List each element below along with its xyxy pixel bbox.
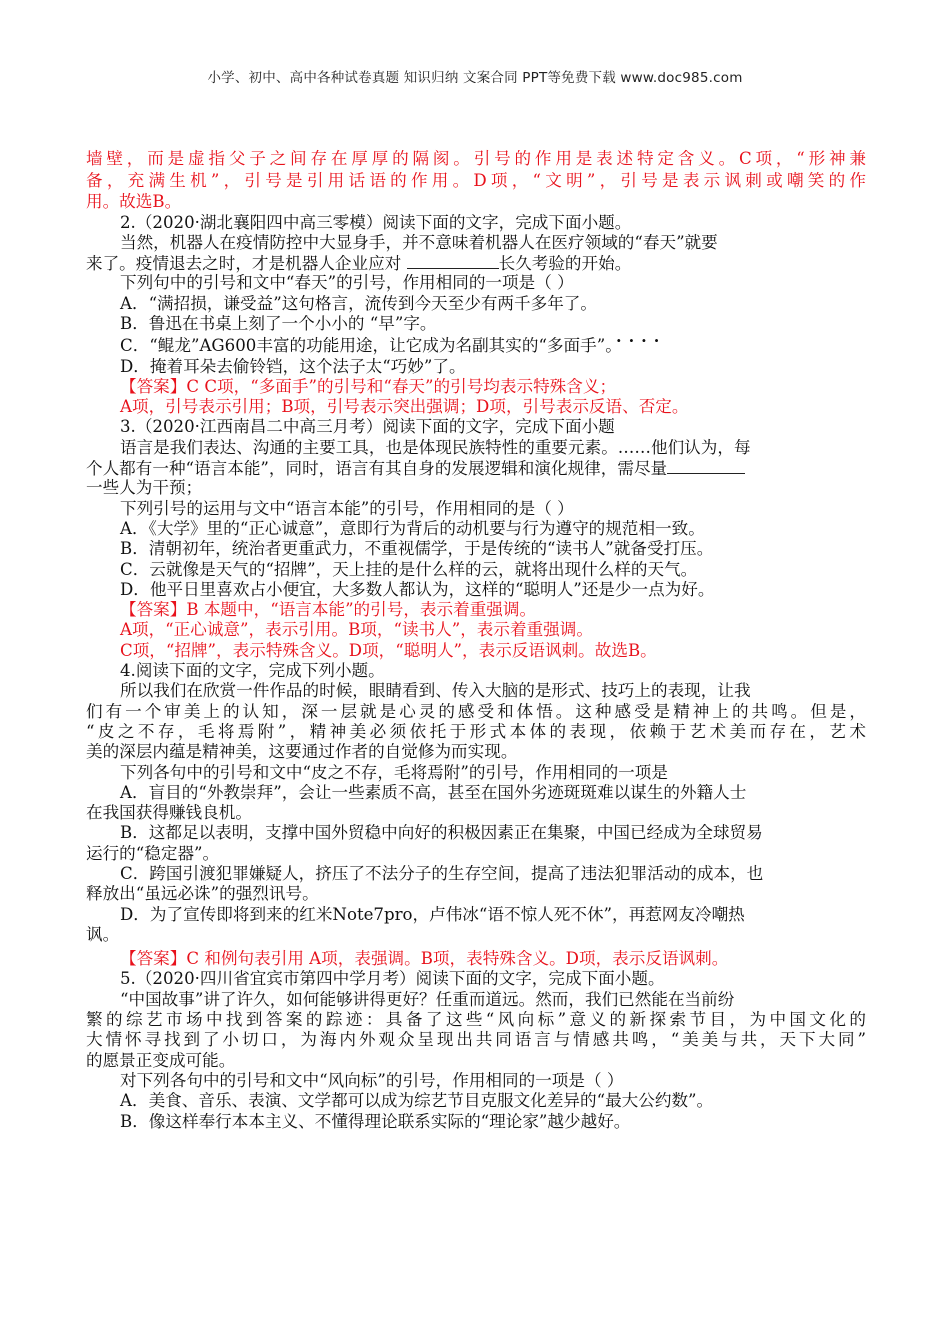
- question-stem: 下列句中的引号和文中“春天”的引号，作用相同的一项是（ ）: [120, 273, 574, 293]
- blank-underline: [407, 253, 499, 269]
- passage-line: “中国故事”讲了许久，如何能够讲得更好？任重而道远。然而，我们已然能在当前纷: [120, 989, 735, 1009]
- option-a: A．盲目的“外教崇拜”，会让一些素质不高，甚至在国外劣迹斑斑难以谋生的外籍人士: [120, 782, 747, 802]
- passage-text: 来了。疫情退去之时，才是机器人企业应对: [86, 254, 407, 274]
- prev-answer-line: 备，充满生机”，引号是引用话语的作用。D项，“文明”，引号是表示讽刺或嘲笑的作: [86, 170, 866, 190]
- question-stem: 对下列各句中的引号和文中“风向标”的引号，作用相同的一项是（ ）: [120, 1070, 624, 1090]
- question-title: 2.（2020·湖北襄阳四中高三零模）阅读下面的文字，完成下面小题。: [120, 212, 632, 232]
- option-a: A．《大学》里的“正心诚意”，意即行为背后的动机要与行为遵守的规范相一致。: [120, 518, 705, 538]
- passage-line: 语言是我们表达、沟通的主要工具，也是体现民族特性的重要元素。……他们认为，每: [120, 437, 751, 457]
- question-2: [86, 213, 866, 418]
- prev-answer: [86, 148, 866, 213]
- question-title: 3.（2020·江西南昌二中高三月考）阅读下面的文字，完成下面小题: [120, 417, 615, 437]
- passage-line: [86, 458, 866, 478]
- question-4: [86, 661, 866, 969]
- answer-line: 【答案】C C项，“多面手”的引号和“春天”的引号均表示特殊含义；: [120, 376, 617, 396]
- option-d-cont: 讽。: [86, 924, 120, 944]
- passage-line: 们有一个审美上的认知，深一层就是心灵的感受和体悟。这种感受是精神上的共鸣。但是，: [86, 701, 866, 721]
- answer-line: A项，“正心诚意”，表示引用。B项，“读书人”，表示着重强调。: [120, 620, 593, 640]
- passage-line: 美的深层内蕴是精神美，这要通过作者的自觉修为而实现。: [86, 742, 518, 762]
- page-header: 小学、初中、高中各种试卷真题 知识归纳 文案合同 PPT等免费下载 www.doc985.com: [207, 70, 743, 86]
- option-b: B．清朝初年，统治者更重武力，不重视儒学，于是传统的“读书人”就备受打压。: [120, 539, 714, 559]
- question-title: 4.阅读下面的文字，完成下列小题。: [120, 661, 385, 681]
- passage-text: 个人都有一种“语言本能”，同时，语言有其自身的发展逻辑和演化规律，需尽量: [86, 459, 668, 479]
- passage-line: 大情怀寻找到了小切口，为海内外观众呈现出共同语言与情感共鸣，“美美与共，天下大同”: [86, 1030, 866, 1050]
- document-body: [86, 148, 866, 1132]
- question-stem: 下列引号的运用与文中“语言本能”的引号，作用相同的是（ ）: [120, 498, 574, 518]
- passage-line: 繁的综艺市场中找到答案的踪迹：具备了这些“风向标”意义的新探索节目，为中国文化的: [86, 1010, 866, 1030]
- passage-line: 的愿景正变成可能。: [86, 1050, 236, 1070]
- option-b: B．这都足以表明，支撑中国外贸稳中向好的积极因素正在集聚，中国已经成为全球贸易: [120, 823, 763, 843]
- blank-underline: [667, 458, 745, 474]
- question-title: 5.（2020·四川省宜宾市第四中学月考）阅读下面的文字，完成下面小题。: [120, 969, 665, 989]
- prev-answer-line: 用。故选B。: [86, 192, 182, 211]
- option-b: B．鲁迅在书桌上刻了一个小小的 “早”字。: [120, 313, 437, 333]
- passage-line: [86, 253, 866, 273]
- passage-line: 所以我们在欣赏一件作品的时候，眼睛看到、传入大脑的是形式、技巧上的表现，让我: [120, 681, 751, 701]
- option-a: A．美食、音乐、表演、文学都可以成为综艺节目克服文化差异的“最大公约数”。: [120, 1091, 714, 1111]
- answer-line: C项，“招牌”，表示特殊含义。D项，“聪明人”，表示反语讽刺。故选B。: [120, 640, 657, 660]
- question-3: [86, 417, 866, 661]
- question-stem: 下列各句中的引号和文中“皮之不存，毛将焉附”的引号，作用相同的一项是: [120, 762, 668, 782]
- option-b: B．像这样奉行本本主义、不懂得理论联系实际的“理论家”越少越好。: [120, 1111, 631, 1131]
- option-c-cont: 释放出“虽远必诛”的强烈讯号。: [86, 884, 319, 904]
- passage-line: “皮之不存，毛将焉附”，精神美必须依托于形式本体的表现，依赖于艺术美而存在，艺术: [86, 721, 866, 741]
- option-a-cont: 在我国获得赚钱良机。: [86, 803, 252, 823]
- passage-text: 长久考验的开始。: [498, 254, 632, 274]
- answer-line: A项，引号表示引用；B项，引号表示突出强调；D项，引号表示反语、否定。: [120, 397, 689, 417]
- answer-line: 【答案】C 和例句表引用 A项，表强调。B项，表特殊含义。D项，表示反语讽刺。: [120, 949, 729, 969]
- option-d: D．为了宣传即将到来的红米Note7pro，卢伟冰“语不惊人死不休”，再惹网友冷嘲热: [120, 904, 745, 924]
- option-d: D．他平日里喜欢占小便宜，大多数人都认为，这样的“聪明人”还是少一点为好。: [120, 579, 715, 599]
- answer-line: 【答案】B 本题中，“语言本能”的引号，表示着重强调。: [120, 600, 537, 620]
- option-c: C．跨国引渡犯罪嫌疑人，挤压了不法分子的生存空间，提高了违法犯罪活动的成本，也: [120, 864, 764, 883]
- option-c: C．“鲲龙”AG600丰富的功能用途，让它成为名副其实的“多面手”。: [120, 336, 622, 356]
- option-d: D．掩着耳朵去偷铃铛，这个法子太“巧妙”了。: [120, 356, 466, 376]
- passage-line: 一些人为干预；: [86, 478, 203, 498]
- emphasis-dots: ....: [616, 327, 667, 347]
- option-b-cont: 运行的“稳定器”。: [86, 843, 220, 863]
- option-c: C．云就像是天气的“招牌”，天上挂的是什么样的云，就将出现什么样的天气。: [120, 559, 698, 579]
- prev-answer-line: 墙壁，而是虚指父子之间存在厚厚的隔阂。引号的作用是表述特定含义。C项，“形神兼: [86, 149, 866, 168]
- option-a: A．“满招损，谦受益”这句格言，流传到今天至少有两千多年了。: [120, 293, 597, 313]
- question-5: [86, 969, 866, 1131]
- passage-line: 当然，机器人在疫情防控中大显身手，并不意味着机器人在医疗领域的“春天”就要: [120, 232, 718, 252]
